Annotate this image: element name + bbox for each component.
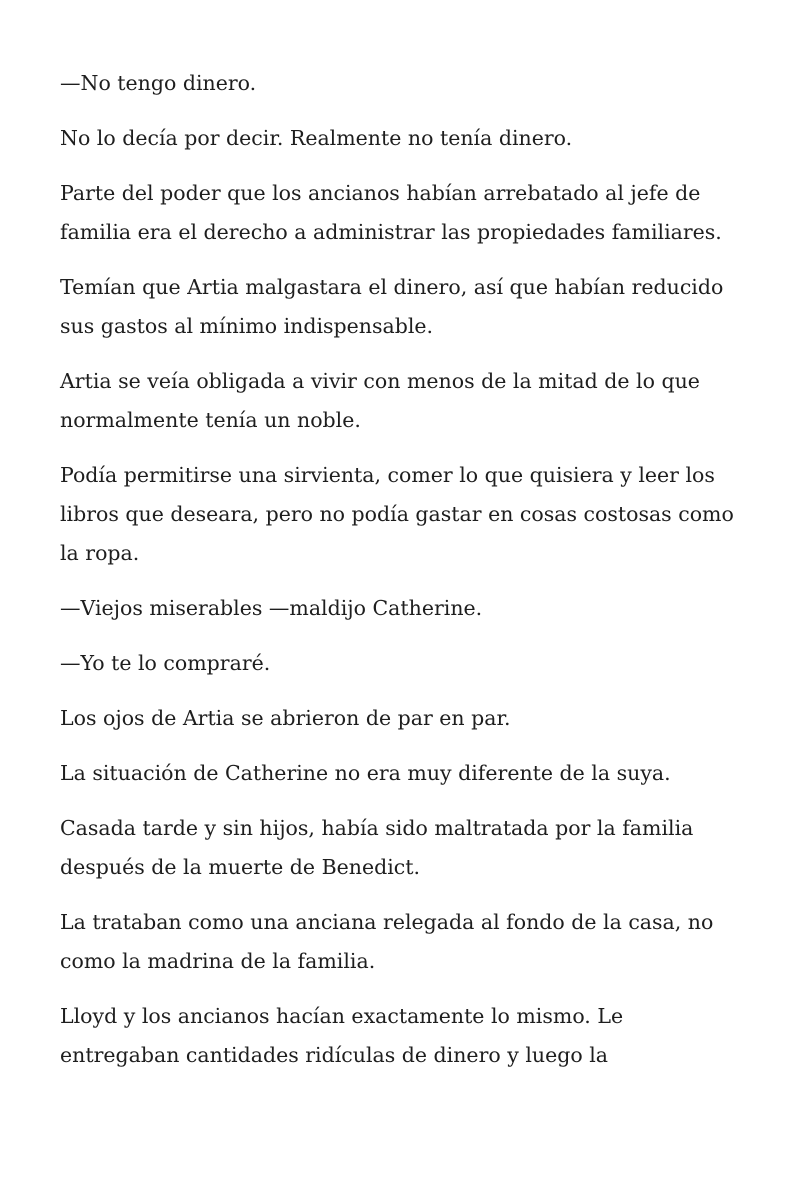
- paragraph: Los ojos de Artia se abrieron de par en par.: [60, 706, 511, 730]
- paragraph: Casada tarde y sin hijos, había sido maltratada por la familia después de la muerte de Benedict.: [60, 816, 694, 879]
- paragraph: La trataban como una anciana relegada al fondo de la casa, no como la madrina de la familia.: [60, 910, 714, 973]
- paragraph: La situación de Catherine no era muy diferente de la suya.: [60, 761, 671, 785]
- paragraph: Parte del poder que los ancianos habían arrebatado al jefe de familia era el derecho a administrar las propiedades familiares.: [60, 181, 722, 244]
- paragraph: Lloyd y los ancianos hacían exactamente lo mismo. Le entregaban cantidades ridículas de dinero y luego la: [60, 1004, 624, 1067]
- paragraph: Artia se veía obligada a vivir con menos de la mitad de lo que normalmente tenía un noble.: [60, 369, 700, 432]
- reading-page: [60, 64, 740, 1091]
- paragraph: No lo decía por decir. Realmente no tenía dinero.: [60, 126, 573, 150]
- paragraph: —Viejos miserables —maldijo Catherine.: [60, 596, 483, 620]
- paragraph: —No tengo dinero.: [60, 71, 257, 95]
- paragraph: —Yo te lo compraré.: [60, 651, 271, 675]
- paragraph: Temían que Artia malgastara el dinero, así que habían reducido sus gastos al mínimo indispensable.: [60, 275, 724, 338]
- paragraph: Podía permitirse una sirvienta, comer lo que quisiera y leer los libros que deseara, pero no podía gastar en cosas costosas como la ropa.: [60, 463, 734, 565]
